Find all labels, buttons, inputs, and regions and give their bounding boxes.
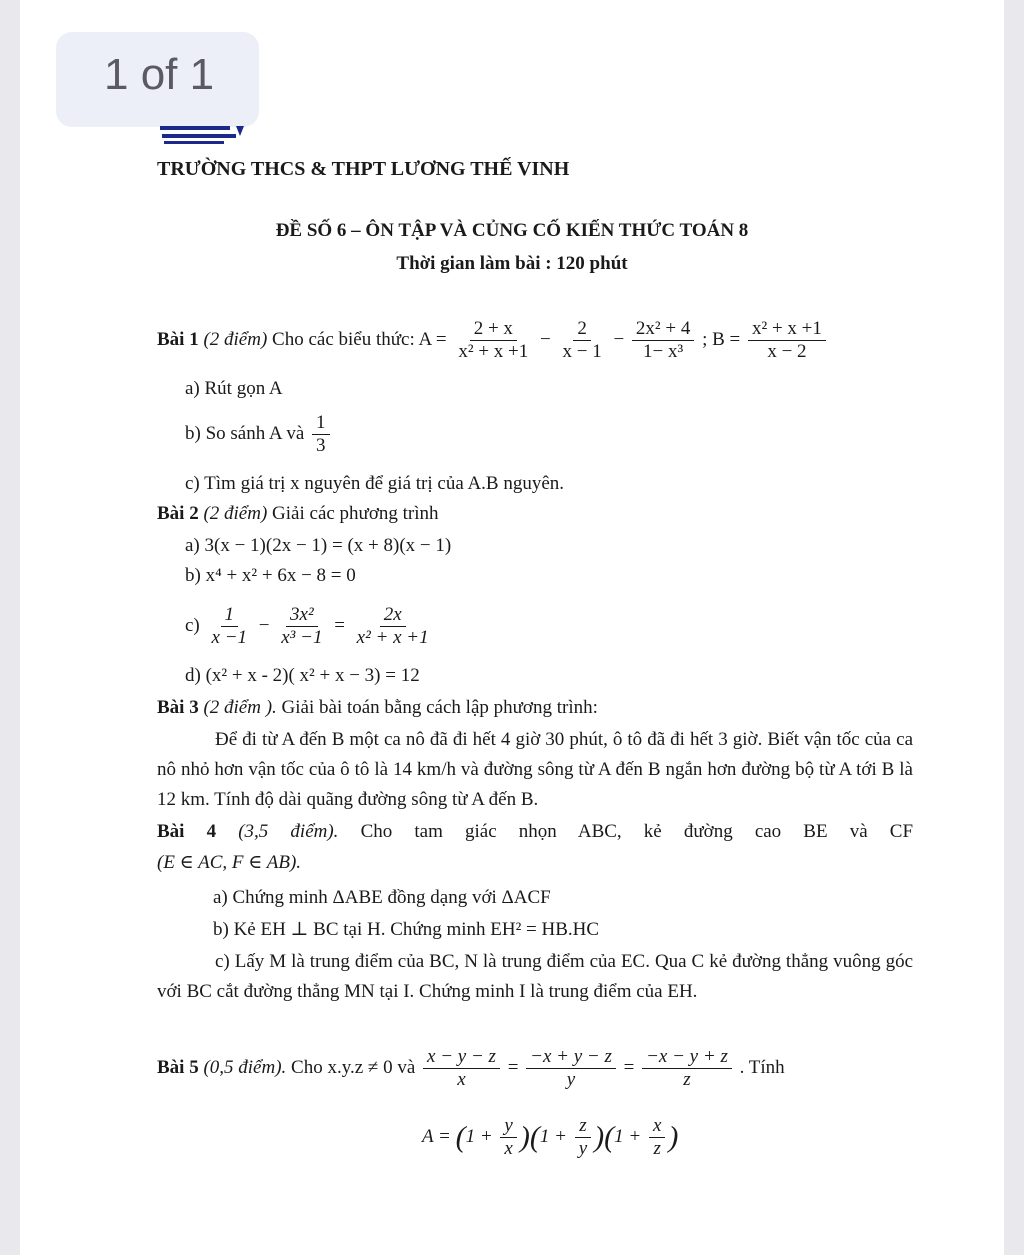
b2-intro: Giải các phương trình: [272, 503, 439, 524]
b1-frac-2: $\frac{2}{x - 1}$: [562, 318, 602, 362]
exam-title-text: ĐỀ SỐ 6 – ÔN TẬP VÀ CỦNG CỐ KIẾN THỨC TOÁN 8: [275, 220, 749, 241]
b2-statement: [157, 502, 439, 526]
exam-time: [0, 252, 1024, 276]
b2-qa: a) 3(x − 1)(2x − 1) = (x + 8)(x − 1): [185, 535, 452, 556]
b3-intro: Giải bài toán bằng cách lập phương trình:: [281, 697, 598, 718]
page-indicator: [56, 32, 259, 127]
b5-frac-2: $\frac{-x + y - z}{y}$: [526, 1046, 616, 1091]
b5-points: (0,5 điểm).: [203, 1056, 287, 1078]
b1-a-eq: A =: [418, 328, 447, 350]
b5-end: . Tính: [739, 1056, 785, 1078]
b5-frac-1: $\frac{x - y - z}{x}$: [423, 1046, 500, 1091]
b1-sep: ; B =: [702, 328, 741, 350]
b5-formula: A = (1 + $\frac{y}{x}$ )(1 + $\frac{z}{y}$ )(1 + $\frac{x}{z}$ ): [422, 1115, 679, 1159]
b5-eq-1: =: [507, 1056, 519, 1078]
b1-qa: a) Rút gọn A: [185, 378, 283, 399]
b5-label: Bài 5: [157, 1056, 199, 1078]
b1-qb: [185, 412, 333, 457]
b5-p1-frac: $\frac{y}{x}$: [500, 1115, 516, 1160]
page-indicator-text: 1 of 1: [104, 50, 215, 99]
b1-label: Bài 1: [157, 328, 199, 350]
b2-qc-label: c): [185, 614, 200, 636]
b2-minus: −: [258, 614, 270, 636]
b3-label: Bài 3: [157, 697, 199, 718]
b2-frac-1: $\frac{1}{x -1}$: [211, 604, 248, 648]
b1-frac-1: $\frac{2 + x}{\text{x² + x +1}}$: [458, 318, 529, 362]
b1-points: (2 điểm): [203, 328, 268, 350]
b2-qb: b) x⁴ + x² + 6x − 8 = 0: [185, 565, 356, 586]
b3-text: Để đi từ A đến B một ca nô đã đi hết 4 giờ 30 phút, ô tô đã đi hết 3 giờ. Biết vận tốc của ca nô nhỏ hơn vận tốc của ô tô là 14 km/h và đường sông từ A đến B ngắn hơn đường bộ từ A tới B là 12 km. Tính độ dài quãng đường sông từ A đến B.: [157, 729, 913, 810]
b4-intro: Cho tam giác nhọn ABC, kẻ đường cao BE và CF: [360, 821, 914, 842]
b4-condition: (E ∈ AC, F ∈ AB).: [157, 852, 302, 873]
b2-qd: d) (x² + x - 2)( x² + x − 3) = 12: [185, 665, 420, 686]
exam-title: [0, 219, 1024, 243]
b5-statement: [157, 1046, 785, 1091]
b5-p2-frac: $\frac{z}{y}$: [575, 1115, 591, 1160]
b1-frac-4: $\frac{\text{x² + x +1}}{x - 2}$: [748, 318, 826, 363]
b5-intro: Cho x.y.z ≠ 0 và: [291, 1056, 416, 1078]
b5-p2: 1 +: [539, 1125, 567, 1147]
b5-eq-2: =: [623, 1056, 635, 1078]
b2-eq: =: [334, 614, 345, 636]
b1-qc: c) Tìm giá trị x nguyên để giá trị của A.B nguyên.: [185, 473, 565, 494]
b4-label: Bài 4: [157, 821, 217, 842]
b1-frac-3: $\frac{\text{2x² + 4}}{\text{1− x³}}$: [632, 318, 694, 363]
school-logo-icon: [160, 124, 250, 146]
b2-qc: [185, 604, 436, 649]
b1-statement: [157, 318, 829, 363]
b2-frac-3: $\frac{2x}{\text{x² + x +1}}$: [356, 604, 429, 648]
b4-statement: [157, 820, 913, 844]
b2-points: (2 điểm): [203, 503, 268, 524]
b5-p3-frac: $\frac{x}{z}$: [649, 1115, 665, 1160]
b4-qa: a) Chứng minh ΔABE đồng dạng với ΔACF: [213, 887, 551, 908]
b5-a-eq: A =: [422, 1125, 451, 1147]
b4-qc: c) Lấy M là trung điểm của BC, N là trung điểm của EC. Qua C kẻ đường thẳng vuông góc với BC cắt đường thẳng MN tại I. Chứng minh I là trung điểm của EH.: [157, 951, 913, 1002]
b1-qb-text: b) So sánh A và: [185, 422, 305, 444]
b5-frac-3: $\frac{-x - y + z}{z}$: [642, 1046, 732, 1091]
b5-p1: 1 +: [465, 1125, 493, 1147]
b4-qb: b) Kẻ EH ⊥ BC tại H. Chứng minh EH² = HB.HC: [213, 919, 600, 940]
exam-time-text: Thời gian làm bài : 120 phút: [396, 253, 628, 274]
b4-points: (3,5 điểm).: [238, 821, 339, 842]
b3-points: (2 điểm ).: [203, 697, 277, 718]
b1-intro: Cho các biểu thức:: [272, 328, 415, 350]
school-name: TRƯỜNG THCS & THPT LƯƠNG THẾ VINH: [157, 158, 570, 180]
b1-minus-1: −: [540, 328, 551, 350]
b1-qb-frac: $\frac{1}{3}$: [312, 412, 330, 457]
b2-frac-2: $\frac{\text{3x²}}{\text{x³ −1}}$: [281, 604, 323, 648]
b5-p3: 1 +: [614, 1125, 642, 1147]
b3-statement: [157, 696, 598, 720]
b2-label: Bài 2: [157, 503, 199, 524]
b1-minus-2: −: [613, 328, 625, 350]
